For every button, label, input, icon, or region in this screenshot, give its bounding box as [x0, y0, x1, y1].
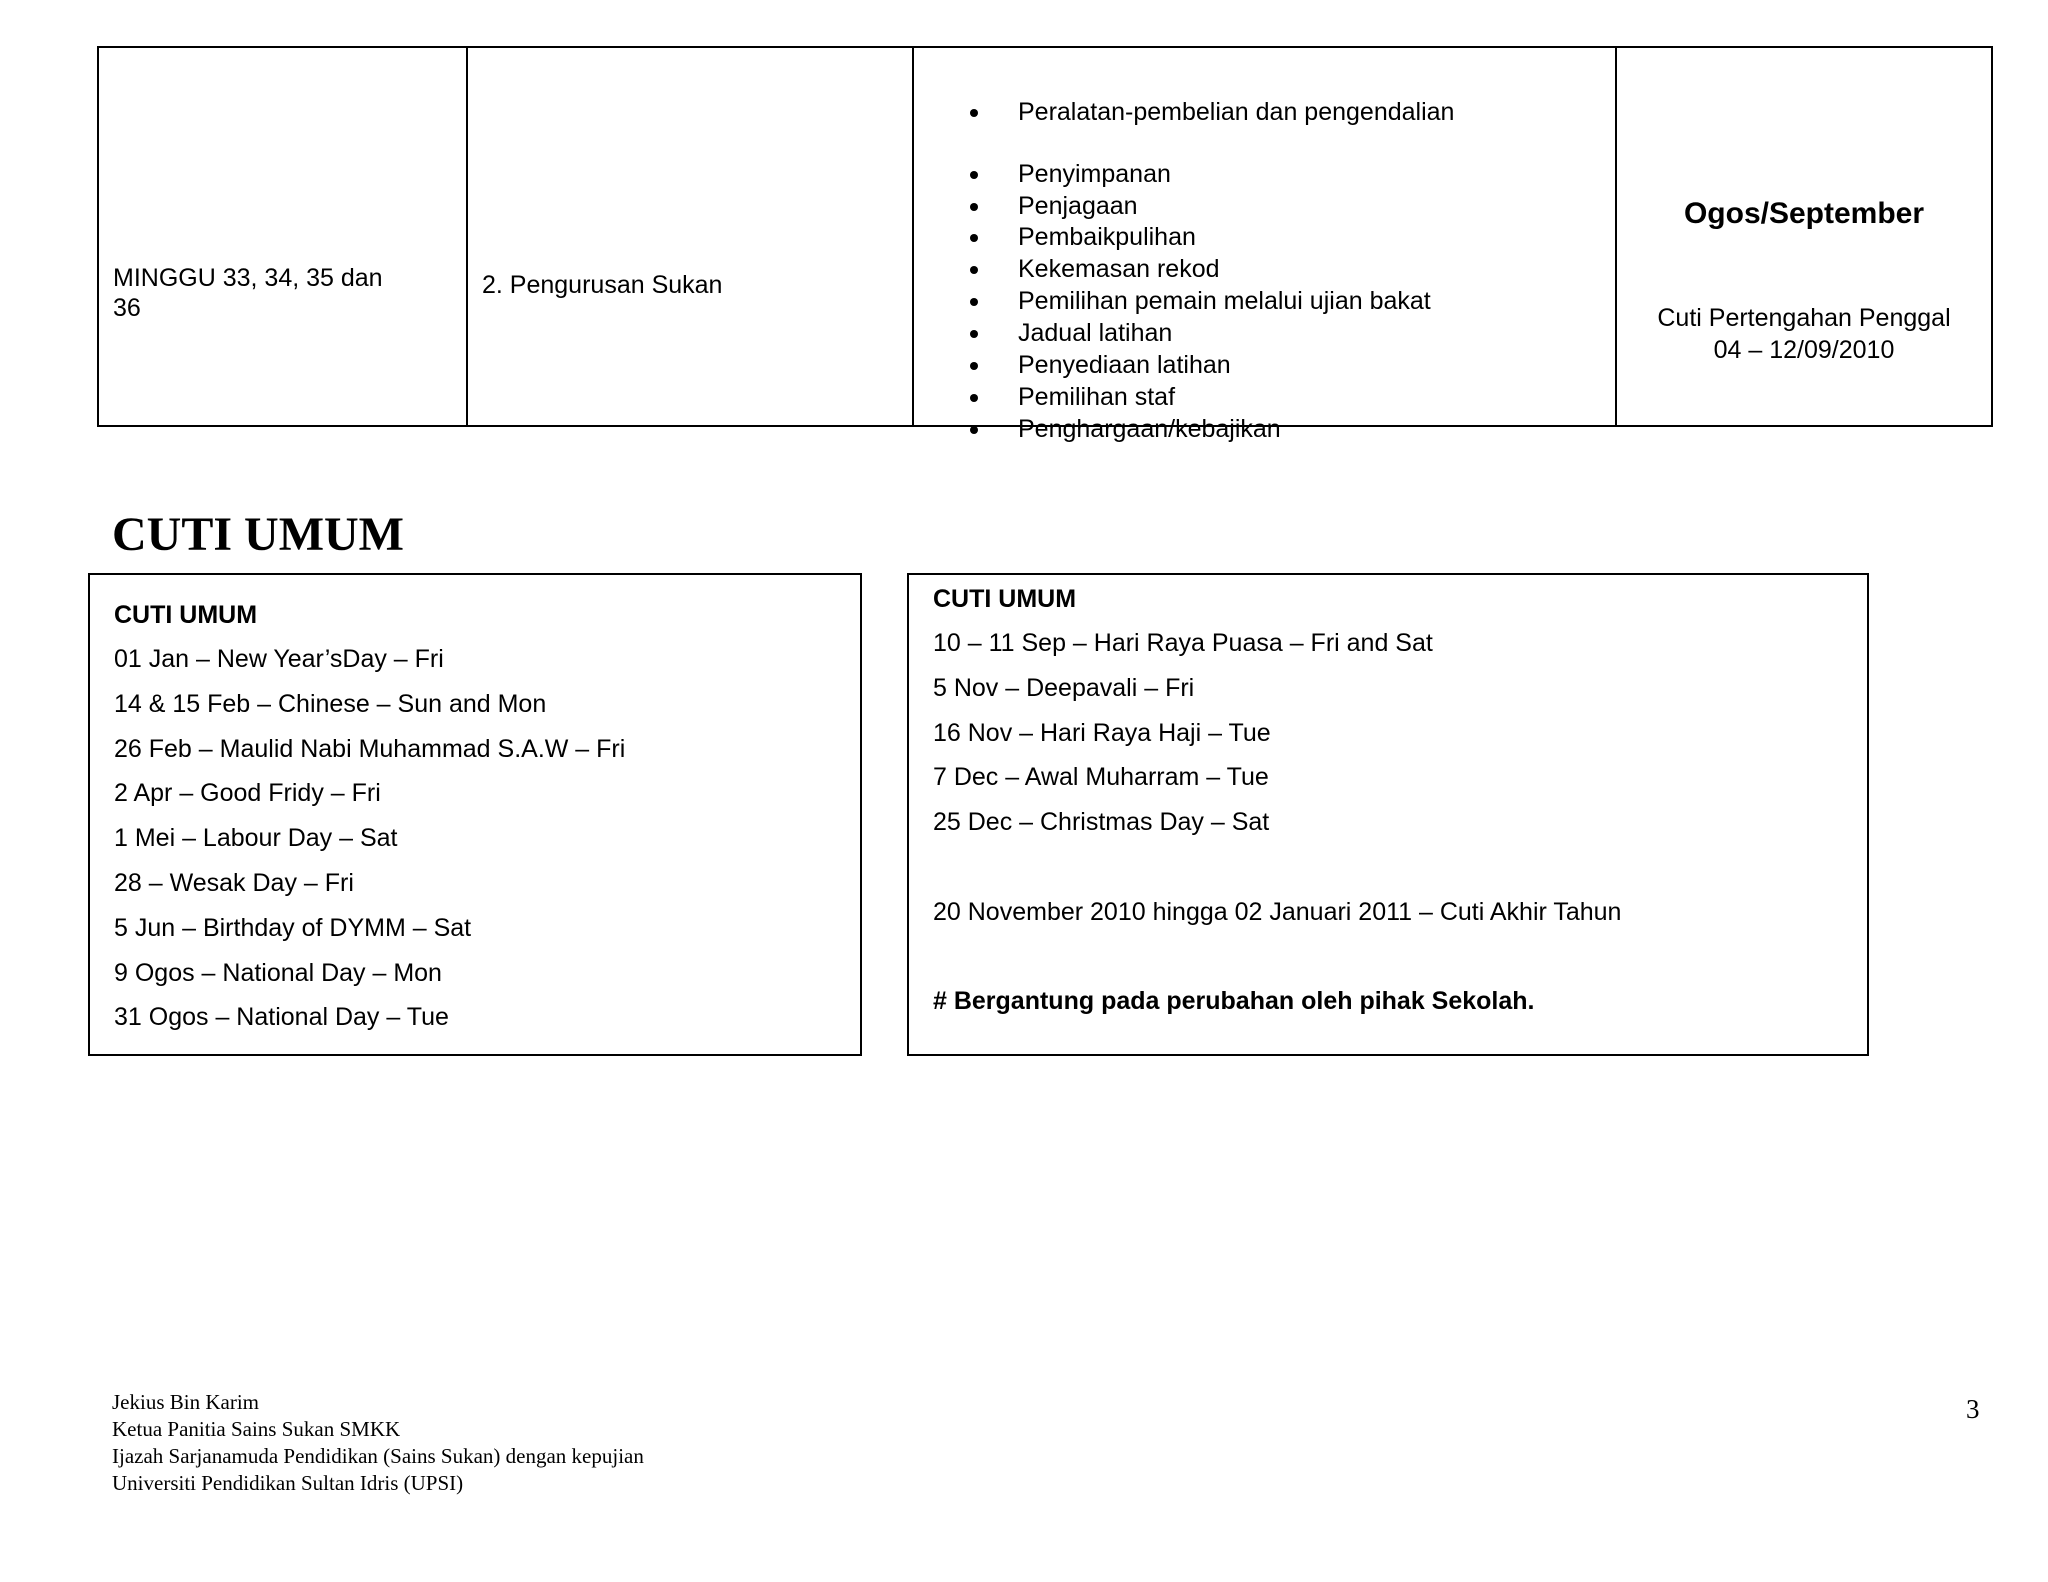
- holidays-right-heading: CUTI UMUM: [933, 585, 1077, 613]
- schedule-row: [98, 47, 1992, 426]
- holiday-line: 26 Feb – Maulid Nabi Muhammad S.A.W – Fri: [114, 735, 626, 763]
- holiday-line: 16 Nov – Hari Raya Haji – Tue: [933, 719, 1271, 747]
- list-item: Penyediaan latihan: [1018, 351, 1231, 379]
- footer-line: Jekius Bin Karim: [112, 1390, 259, 1414]
- holiday-line: 28 – Wesak Day – Fri: [114, 869, 354, 897]
- footer-line: Ketua Panitia Sains Sukan SMKK: [112, 1417, 401, 1441]
- list-item: Penjagaan: [1018, 192, 1138, 220]
- list-item: Jadual latihan: [1018, 319, 1173, 347]
- period-note: Cuti Pertengahan Penggal: [1657, 304, 1951, 332]
- holiday-line: 31 Ogos – National Day – Tue: [114, 1003, 449, 1031]
- year-end-holiday: 20 November 2010 hingga 02 Januari 2011 – Cuti Akhir Tahun: [933, 898, 1622, 926]
- list-item: Pembaikpulihan: [1018, 223, 1196, 251]
- holiday-line: 10 – 11 Sep – Hari Raya Puasa – Fri and Sat: [933, 629, 1433, 657]
- list-item: Kekemasan rekod: [1018, 255, 1220, 283]
- schedule-table: [97, 46, 1993, 443]
- footer-line: Universiti Pendidikan Sultan Idris (UPSI): [112, 1471, 464, 1495]
- week-cell: [98, 47, 467, 426]
- footer-line: Ijazah Sarjanamuda Pendidikan (Sains Sukan) dengan kepujian: [112, 1444, 644, 1468]
- footer: [112, 1389, 644, 1497]
- section-heading: CUTI UMUM: [112, 508, 404, 561]
- holidays-left-heading: CUTI UMUM: [114, 601, 258, 629]
- period-cell: [1616, 47, 1992, 426]
- list-item: Penghargaan/kebajikan: [1018, 415, 1281, 443]
- holiday-line: 7 Dec – Awal Muharram – Tue: [933, 763, 1269, 791]
- holiday-line: 1 Mei – Labour Day – Sat: [114, 824, 398, 852]
- period-title: Ogos/September: [1683, 197, 1925, 230]
- topic-cell: [467, 47, 913, 426]
- list-item: Penyimpanan: [1018, 160, 1171, 188]
- holidays-box-right: [907, 573, 1869, 1056]
- holiday-line: 9 Ogos – National Day – Mon: [114, 959, 442, 987]
- page-number: 3: [1966, 1394, 1980, 1424]
- items-cell: [913, 47, 1616, 443]
- list-item: Peralatan-pembelian dan pengendalian: [1018, 98, 1455, 126]
- week-label: MINGGU 33, 34, 35 dan 36: [113, 263, 383, 322]
- holiday-line: 5 Jun – Birthday of DYMM – Sat: [114, 914, 472, 942]
- period-dates: 04 – 12/09/2010: [1713, 336, 1895, 364]
- school-note: # Bergantung pada perubahan oleh pihak Sekolah.: [933, 987, 1535, 1015]
- holidays-box-left: [88, 573, 862, 1056]
- holiday-line: 01 Jan – New Year’sDay – Fri: [114, 645, 444, 673]
- list-item: Pemilihan staf: [1018, 383, 1176, 411]
- topic-label: 2. Pengurusan Sukan: [482, 270, 723, 299]
- list-item: Pemilihan pemain melalui ujian bakat: [1018, 287, 1431, 315]
- holiday-line: 25 Dec – Christmas Day – Sat: [933, 808, 1270, 836]
- holiday-line: 5 Nov – Deepavali – Fri: [933, 674, 1195, 702]
- holiday-line: 14 & 15 Feb – Chinese – Sun and Mon: [114, 690, 547, 718]
- holiday-line: 2 Apr – Good Fridy – Fri: [114, 779, 381, 807]
